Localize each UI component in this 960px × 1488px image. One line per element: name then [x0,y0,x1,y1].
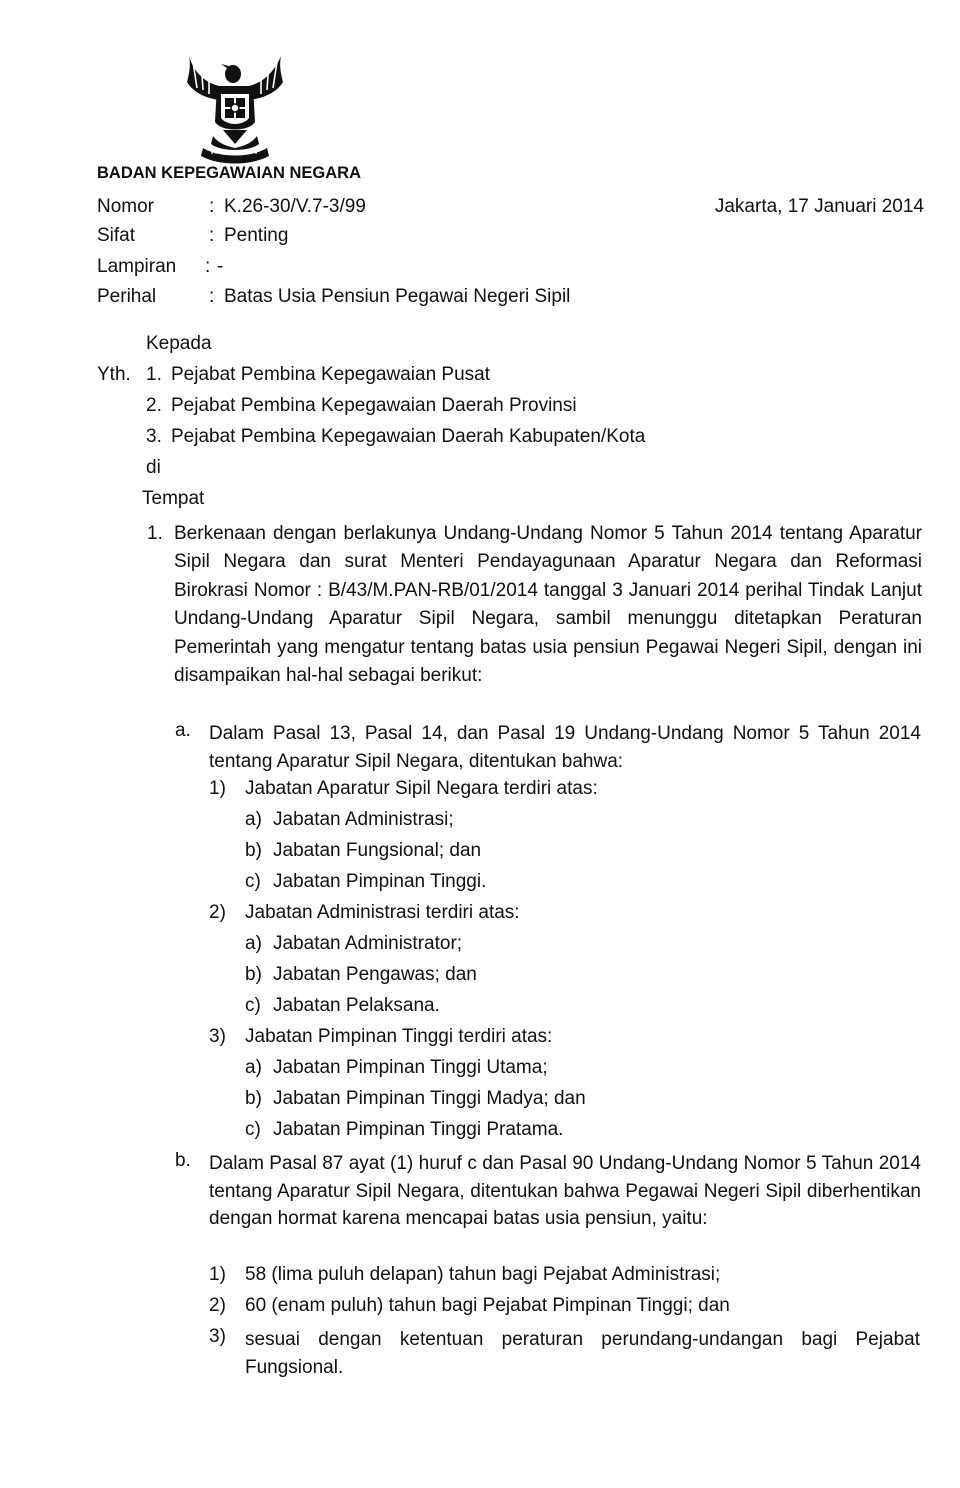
meta-label: Sifat [97,225,136,246]
sub-item: Jabatan Administrasi; [273,809,454,830]
sub-marker: c) [245,995,261,1016]
point-b-text: Dalam Pasal 87 ayat (1) huruf c dan Pasal 90 Undang-Undang Nomor 5 Tahun 2014 tentang Aparatur Sipil Negara, ditentukan bahwa Pegawai Negeri Sipil diberhentikan dengan hormat karena mencapai batas usia pensiun, yaitu: [209,1153,921,1230]
meta-value: - [217,256,224,277]
paragraph-text: Berkenaan dengan berlakunya Undang-Undang Nomor 5 Tahun 2014 tentang Aparatur Sipil Negara dan surat Menteri Pendayagunaan Aparatur Negara dan Reformasi Birokrasi Nomor : B/43/M.PAN-RB/01/2014 tanggal 3 Januari 2014 perihal Tindak Lanjut Undang-Undang Aparatur Sipil Negara, sambil menunggu ditetapkan Peraturan Pemerintah yang mengatur tentang batas usia pensiun Pegawai Negeri Sipil, dengan ini disampaikan hal-hal sebagai berikut: [174,523,922,687]
list-item: 58 (lima puluh delapan) tahun bagi Pejabat Administrasi; [245,1264,721,1285]
sub-item: Jabatan Administrator; [273,933,463,954]
meta-label: Perihal [97,286,157,307]
di-label: di [146,457,161,478]
sub-item: Jabatan Pengawas; dan [273,964,477,985]
recipient-number: 3. [146,426,162,447]
sub-marker: a) [245,809,262,830]
paragraph-1 [147,520,922,690]
meta-label: Nomor [97,196,155,217]
list-item: Jabatan Pimpinan Tinggi terdiri atas: [245,1026,553,1047]
recipient-number: 1. [146,364,162,385]
list-marker: 2) [209,1295,226,1316]
sub-item: Jabatan Pimpinan Tinggi Madya; dan [273,1088,586,1109]
meta-colon: : [205,256,211,277]
sub-marker: a) [245,933,262,954]
list-marker: 3) [209,1026,226,1047]
organization-name: BADAN KEPEGAWAIAN NEGARA [97,164,362,182]
list-item: Jabatan Aparatur Sipil Negara terdiri atas: [245,778,598,799]
list-marker: 1) [209,1264,226,1285]
paragraph-number: 1. [147,523,163,544]
sub-marker: a) [245,1057,262,1078]
list-item: Jabatan Administrasi terdiri atas: [245,902,520,923]
sub-item: Jabatan Pelaksana. [273,995,440,1016]
list-marker: 2) [209,902,226,923]
sub-marker: b) [245,1088,262,1109]
sub-marker: c) [245,1119,261,1140]
meta-value: Batas Usia Pensiun Pegawai Negeri Sipil [224,286,571,307]
list-marker: 1) [209,778,226,799]
meta-label: Lampiran [97,256,177,277]
meta-colon: : [209,286,215,307]
sub-marker: b) [245,964,262,985]
sub-item: Jabatan Pimpinan Tinggi. [273,871,487,892]
kepada-label: Kepada [146,333,212,354]
recipient-number: 2. [146,395,162,416]
yth-label: Yth. [97,364,131,385]
meta-value: K.26-30/V.7-3/99 [224,196,366,217]
letter-date: Jakarta, 17 Januari 2014 [714,196,924,217]
garuda-emblem-icon [183,52,287,174]
recipient-name: Pejabat Pembina Kepegawaian Daerah Kabupaten/Kota [171,426,646,447]
sub-marker: b) [245,840,262,861]
point-a-text: Dalam Pasal 13, Pasal 14, dan Pasal 19 Undang-Undang Nomor 5 Tahun 2014 tentang Aparatur Sipil Negara, ditentukan bahwa: [209,723,921,772]
point-a-marker: a. [175,720,191,741]
point-b-marker: b. [175,1150,191,1171]
recipient-name: Pejabat Pembina Kepegawaian Daerah Provinsi [171,395,577,416]
tempat-label: Tempat [142,488,205,509]
recipient-name: Pejabat Pembina Kepegawaian Pusat [171,364,491,385]
sub-item: Jabatan Pimpinan Tinggi Utama; [273,1057,548,1078]
sub-item: Jabatan Pimpinan Tinggi Pratama. [273,1119,564,1140]
meta-value: Penting [224,225,289,246]
sub-item: Jabatan Fungsional; dan [273,840,482,861]
list-item: 60 (enam puluh) tahun bagi Pejabat Pimpinan Tinggi; dan [245,1295,730,1316]
meta-colon: : [209,225,215,246]
meta-colon: : [209,196,215,217]
sub-marker: c) [245,871,261,892]
list-item: sesuai dengan ketentuan peraturan perundang-undangan bagi Pejabat Fungsional. [245,1329,920,1378]
list-marker: 3) [209,1326,226,1347]
